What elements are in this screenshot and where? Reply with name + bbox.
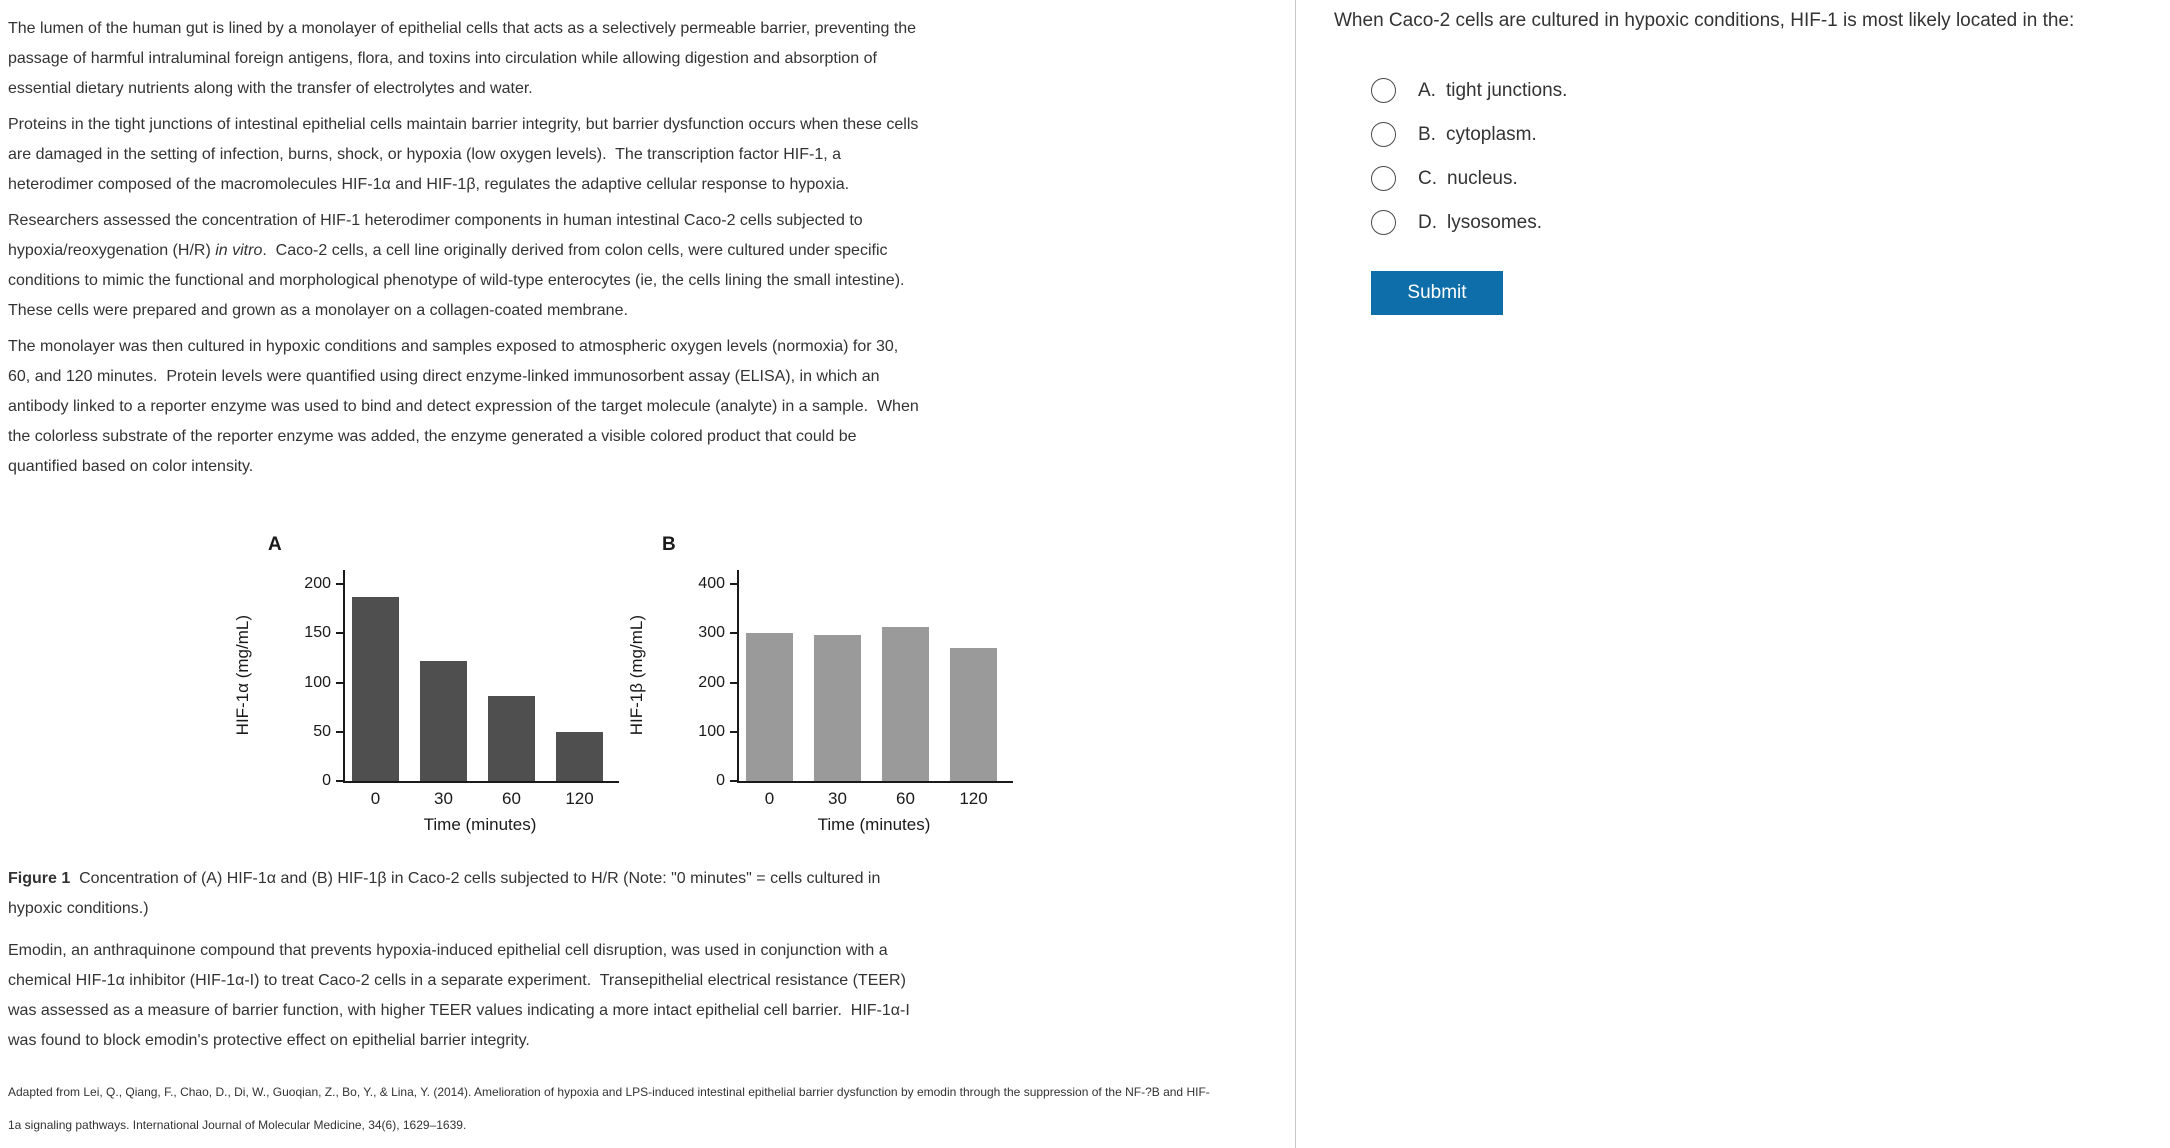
answer-option-B[interactable] — [1371, 122, 2162, 147]
post-figure-paragraphs — [8, 936, 1277, 1056]
text-run: . Caco-2 cells, a cell line originally derived from colon cells, were cultured under specific conditions to mimic the functional and morphological phenotype of wild-type enterocytes (ie, the cells lining the small intestine). These cells were prepared and grown as a monolayer on a collagen-coated membrane. — [8, 242, 914, 319]
bar-60min — [882, 627, 929, 781]
y-tick-label: 300 — [698, 624, 725, 642]
bar-0min — [352, 597, 399, 781]
x-axis-title: Time (minutes) — [423, 815, 537, 834]
x-tick-label: 120 — [959, 789, 988, 808]
x-tick-label: 60 — [502, 789, 521, 808]
text-run: Researchers assessed the concentration of HIF-1 heterodimer components in human intestinal Caco-2 cells subjected to hypoxia/reoxygenation (H/R) — [8, 212, 868, 259]
citation-line: Adapted from Lei, Q., Qiang, F., Chao, D., Di, W., Guoqian, Z., Bo, Y., & Lina, Y. (2014). Amelioration of hypoxia and LPS-induced intestinal epithelial barrier dysfunction by emodin through the suppression of the NF-?B and HIF- — [8, 1085, 1210, 1099]
answer-options — [1371, 78, 2162, 235]
x-tick-label: 0 — [370, 789, 381, 808]
plot-area — [698, 570, 1013, 808]
y-tick-label: 150 — [304, 624, 331, 642]
y-tick-label: 100 — [304, 673, 331, 691]
submit-button[interactable]: Submit — [1371, 271, 1503, 315]
bar-chart-hif1b — [624, 534, 1014, 836]
question-stem: When Caco-2 cells are cultured in hypoxic conditions, HIF-1 is most likely located in the: — [1334, 10, 2075, 31]
y-tick-mark — [730, 780, 737, 782]
figure-1 — [230, 534, 1277, 836]
passage-paragraph — [8, 332, 924, 482]
text-run: The lumen of the human gut is lined by a monolayer of epithelial cells that acts as a selectively permeable barrier, preventing the passage of harmful intraluminal foreign antigens, flora, and toxins into circulation while allowing digestion and absorption of essential dietary nutrients along with the transfer of electrolytes and water. — [8, 20, 921, 97]
y-tick-label: 0 — [716, 772, 725, 789]
citation-line: 1a signaling pathways. International Journal of Molecular Medicine, 34(6), 1629–1639. — [8, 1118, 467, 1132]
y-tick-mark — [336, 632, 343, 634]
x-tick-label: 0 — [764, 789, 775, 808]
figure-caption — [8, 864, 928, 924]
italic-text: in vitro — [215, 242, 263, 259]
y-tick-label: 200 — [304, 575, 331, 592]
y-tick-label: 200 — [698, 673, 725, 691]
text-run: Emodin, an anthraquinone compound that prevents hypoxia-induced epithelial cell disruption, was used in conjunction with a chemical HIF-1α inhibitor (HIF-1α-I) to treat Caco-2 cells in a separate experiment. Transepithelial electrical resistance (TEER) was assessed as a measure of barrier function, with higher TEER values indicating a more intact epithelial cell barrier. HIF-1α-I was found to block emodin's protective effect on epithelial barrier integrity. — [8, 942, 915, 1049]
bar-0min — [746, 633, 793, 781]
option-text: cytoplasm. — [1445, 123, 1537, 145]
text-run: Proteins in the tight junctions of intestinal epithelial cells maintain barrier integrity, but barrier dysfunction occurs when these cells are damaged in the setting of infection, burns, shock, or hypoxia (low oxygen levels). The transcription factor HIF-1, a heterodimer composed of the macromolecules HIF-1α and HIF-1β, regulates the adaptive cellular response to hypoxia. — [8, 116, 923, 193]
option-text: nucleus. — [1447, 167, 1518, 189]
bold-text: Figure 1 — [8, 870, 71, 887]
radio-button-icon[interactable] — [1371, 122, 1396, 147]
radio-button-icon[interactable] — [1371, 166, 1396, 191]
text-run: The monolayer was then cultured in hypoxic conditions and samples exposed to atmospheric oxygen levels (normoxia) for 30, 60, and 120 minutes. Protein levels were quantified using direct enzyme-linked immunosorbent assay (ELISA), in which an antibody linked to a reporter enzyme was used to bind and detect expression of the target molecule (analyte) in a sample. When the colorless substrate of the reporter enzyme was added, the enzyme generated a visible colored product that could be quantified based on color intensity. — [8, 338, 924, 475]
y-tick-mark — [336, 583, 343, 585]
y-tick-label: 400 — [698, 575, 725, 592]
x-tick-label: 30 — [434, 789, 453, 808]
answer-option-D[interactable] — [1371, 210, 2162, 235]
passage-paragraph — [8, 936, 924, 1056]
question-pane — [1296, 0, 2170, 1148]
radio-button-icon[interactable] — [1371, 210, 1396, 235]
y-tick-label: 50 — [313, 722, 331, 740]
y-tick-mark — [336, 780, 343, 782]
y-tick-mark — [336, 731, 343, 733]
y-axis-title-text: HIF-1α (mg/mL) — [233, 615, 252, 736]
text-run: Concentration of (A) HIF-1α and (B) HIF-1β in Caco-2 cells subjected to H/R (Note: "0 minutes" = cells cultured in hypoxic conditions.) — [8, 870, 885, 917]
figure-panel-label: A — [268, 534, 282, 555]
option-text: tight junctions. — [1445, 79, 1568, 101]
option-letter: C. — [1418, 167, 1437, 189]
y-tick-label: 100 — [698, 722, 725, 740]
option-letter: B. — [1418, 123, 1436, 145]
y-axis-title — [230, 570, 256, 781]
y-tick-mark — [730, 583, 737, 585]
option-letter: D. — [1418, 211, 1437, 233]
passage-paragraph — [8, 14, 924, 104]
y-tick-mark — [336, 682, 343, 684]
bar-chart-hif1a — [230, 534, 620, 836]
bar-120min — [556, 732, 603, 781]
radio-button-icon[interactable] — [1371, 78, 1396, 103]
answer-option-C[interactable] — [1371, 166, 2162, 191]
passage-paragraphs — [8, 14, 1277, 482]
option-text: lysosomes. — [1447, 211, 1543, 233]
y-tick-label: 0 — [322, 772, 331, 789]
y-tick-mark — [730, 632, 737, 634]
y-axis-title-text: HIF-1β (mg/mL) — [627, 615, 646, 736]
citation — [8, 1082, 1277, 1135]
bar-60min — [488, 696, 535, 781]
plot-area — [304, 570, 619, 808]
passage-paragraph — [8, 110, 924, 200]
figure-panel-label: B — [662, 534, 676, 555]
option-letter: A. — [1418, 79, 1436, 101]
bar-120min — [950, 648, 997, 781]
y-tick-mark — [730, 682, 737, 684]
x-tick-label: 30 — [828, 789, 847, 808]
passage-paragraph — [8, 206, 924, 326]
bar-30min — [420, 661, 467, 781]
y-tick-mark — [730, 731, 737, 733]
x-tick-label: 60 — [896, 789, 915, 808]
y-axis-title — [624, 570, 650, 781]
answer-option-A[interactable] — [1371, 78, 2162, 103]
x-tick-label: 120 — [565, 789, 594, 808]
x-axis-title: Time (minutes) — [817, 815, 931, 834]
bar-30min — [814, 635, 861, 781]
